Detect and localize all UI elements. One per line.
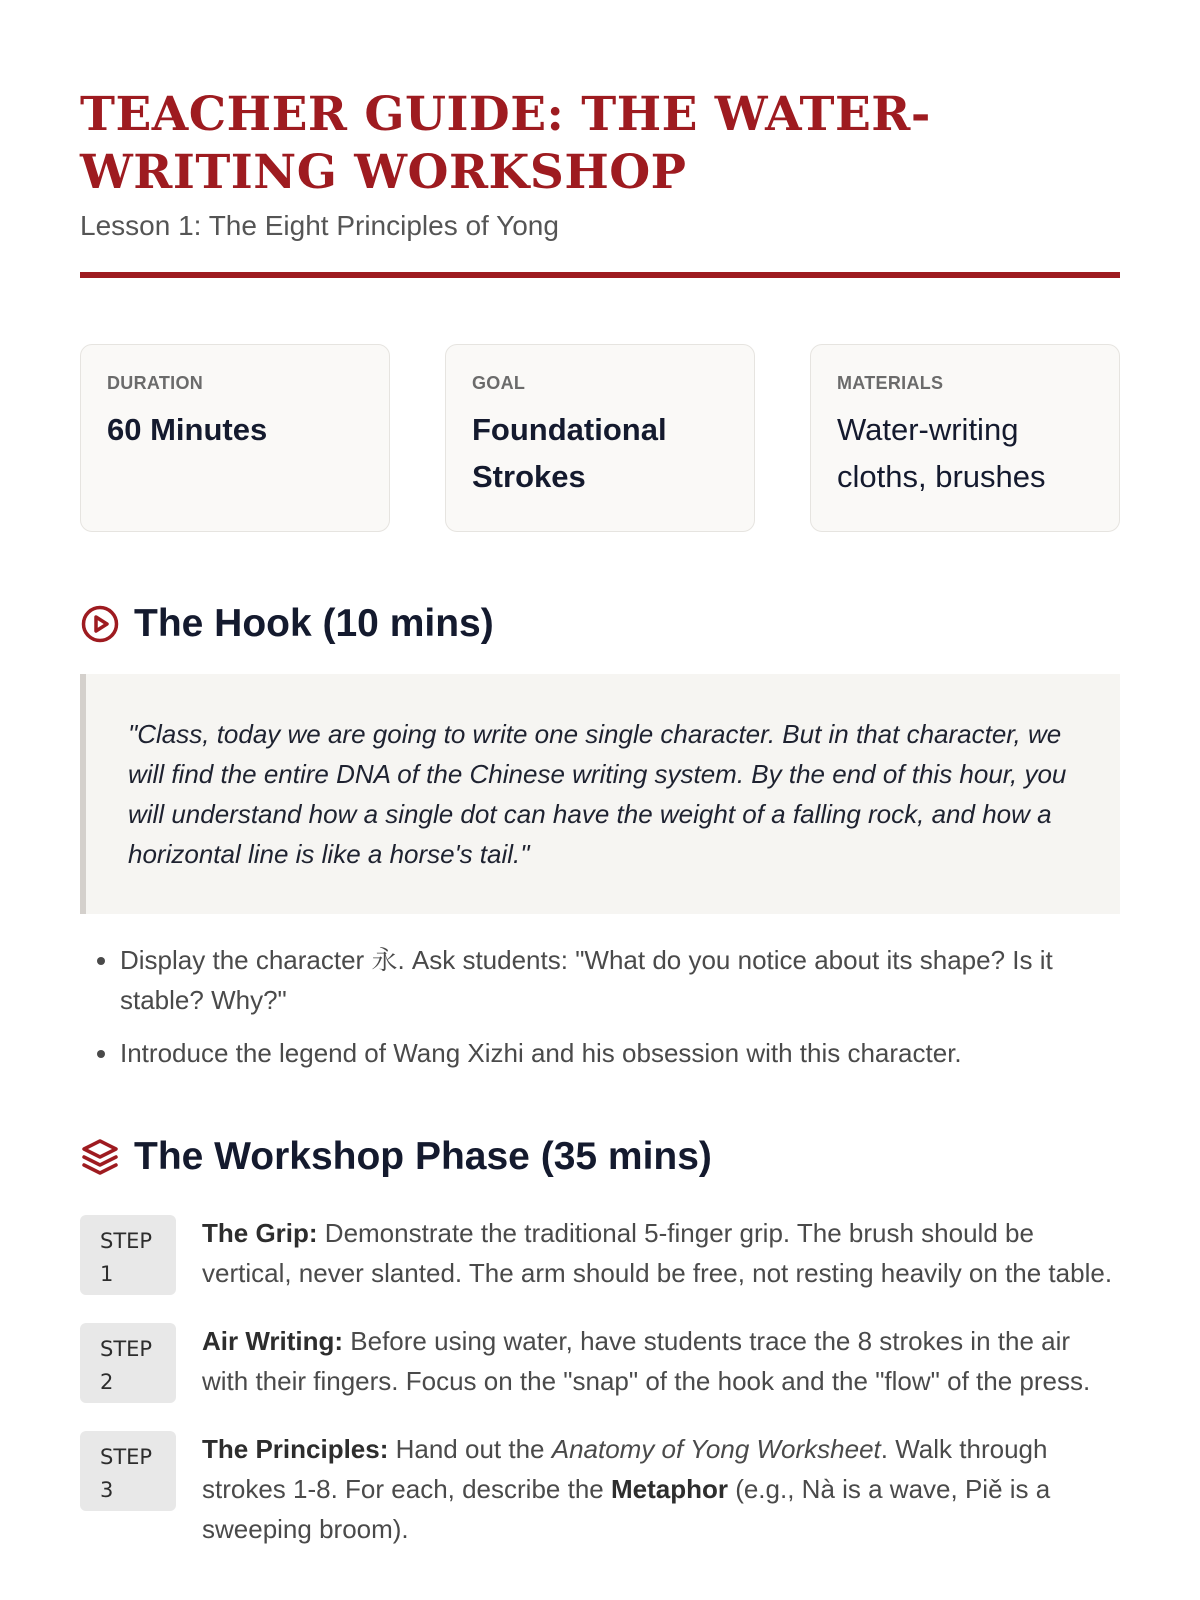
step-description (202, 1213, 1120, 1293)
hook-section-heading (80, 602, 1120, 646)
page-title: TEACHER GUIDE: THE WATER-WRITING WORKSHOP (80, 87, 931, 200)
workshop-step (80, 1321, 1120, 1403)
step-text: Hand out the (388, 1434, 552, 1464)
goal-card (445, 344, 755, 532)
title-divider (80, 272, 1120, 278)
worksheet-title: Anatomy of Yong Worksheet (551, 1434, 881, 1464)
lesson-guide-page (80, 0, 1120, 1549)
workshop-step (80, 1429, 1120, 1549)
hook-quote: "Class, today we are going to write one single character. But in that character, we will find the entire DNA of the Chinese writing system. By the end of this hour, you will understand how a single dot can have the weight of a falling rock, and how a horizontal line is like a horse's tail." (80, 674, 1120, 914)
step-text: Demonstrate the traditional 5-finger grip. The brush should be vertical, never slanted. The arm should be free, not resting heavily on the table. (202, 1218, 1113, 1288)
list-item: • Display the character 永. Ask students: "What do you notice about its shape? Is it stable? Why?" (120, 940, 1120, 1020)
hook-bullet-list (80, 940, 1120, 1073)
step-badge (80, 1431, 176, 1511)
step-number: 2 (100, 1370, 114, 1394)
step-description (202, 1429, 1120, 1549)
metaphor-term: Metaphor (610, 1474, 728, 1504)
step-description (202, 1321, 1120, 1401)
duration-card (80, 344, 390, 532)
play-circle-icon (80, 604, 120, 644)
step-text: . Walk through strokes 1-8. For each, describe the (202, 1434, 1048, 1504)
step-badge (80, 1323, 176, 1403)
step-number: 3 (100, 1478, 114, 1502)
step-number: 1 (100, 1262, 114, 1286)
step-badge-label: STEP (100, 1445, 153, 1469)
hook-section-title: The Hook (10 mins) (134, 602, 494, 645)
step-term: The Grip: (202, 1218, 318, 1248)
step-text: Before using water, have students trace the 8 strokes in the air with their fingers. Focus on the "snap" of the hook and the "flow" of the press. (202, 1326, 1091, 1396)
materials-card (810, 344, 1120, 532)
goal-label: GOAL (472, 373, 526, 393)
step-badge-label: STEP (100, 1337, 153, 1361)
workshop-step (80, 1213, 1120, 1295)
goal-value: Foundational Strokes (472, 412, 667, 494)
step-badge (80, 1215, 176, 1295)
workshop-section-heading (80, 1135, 1120, 1179)
info-cards (80, 344, 1120, 532)
step-term: Air Writing: (202, 1326, 344, 1356)
materials-label: MATERIALS (837, 373, 944, 393)
list-item: • Introduce the legend of Wang Xizhi and his obsession with this character. (120, 1033, 1120, 1073)
duration-label: DURATION (107, 373, 204, 393)
duration-value: 60 Minutes (107, 412, 268, 447)
page-subtitle: Lesson 1: The Eight Principles of Yong (80, 210, 559, 241)
layers-icon (80, 1137, 120, 1177)
step-term: The Principles: (202, 1434, 389, 1464)
step-text: (e.g., Nà is a wave, Piě is a sweeping broom). (202, 1474, 1051, 1544)
materials-value: Water-writing cloths, brushes (837, 412, 1046, 494)
workshop-section-title: The Workshop Phase (35 mins) (134, 1135, 712, 1178)
step-badge-label: STEP (100, 1229, 153, 1253)
